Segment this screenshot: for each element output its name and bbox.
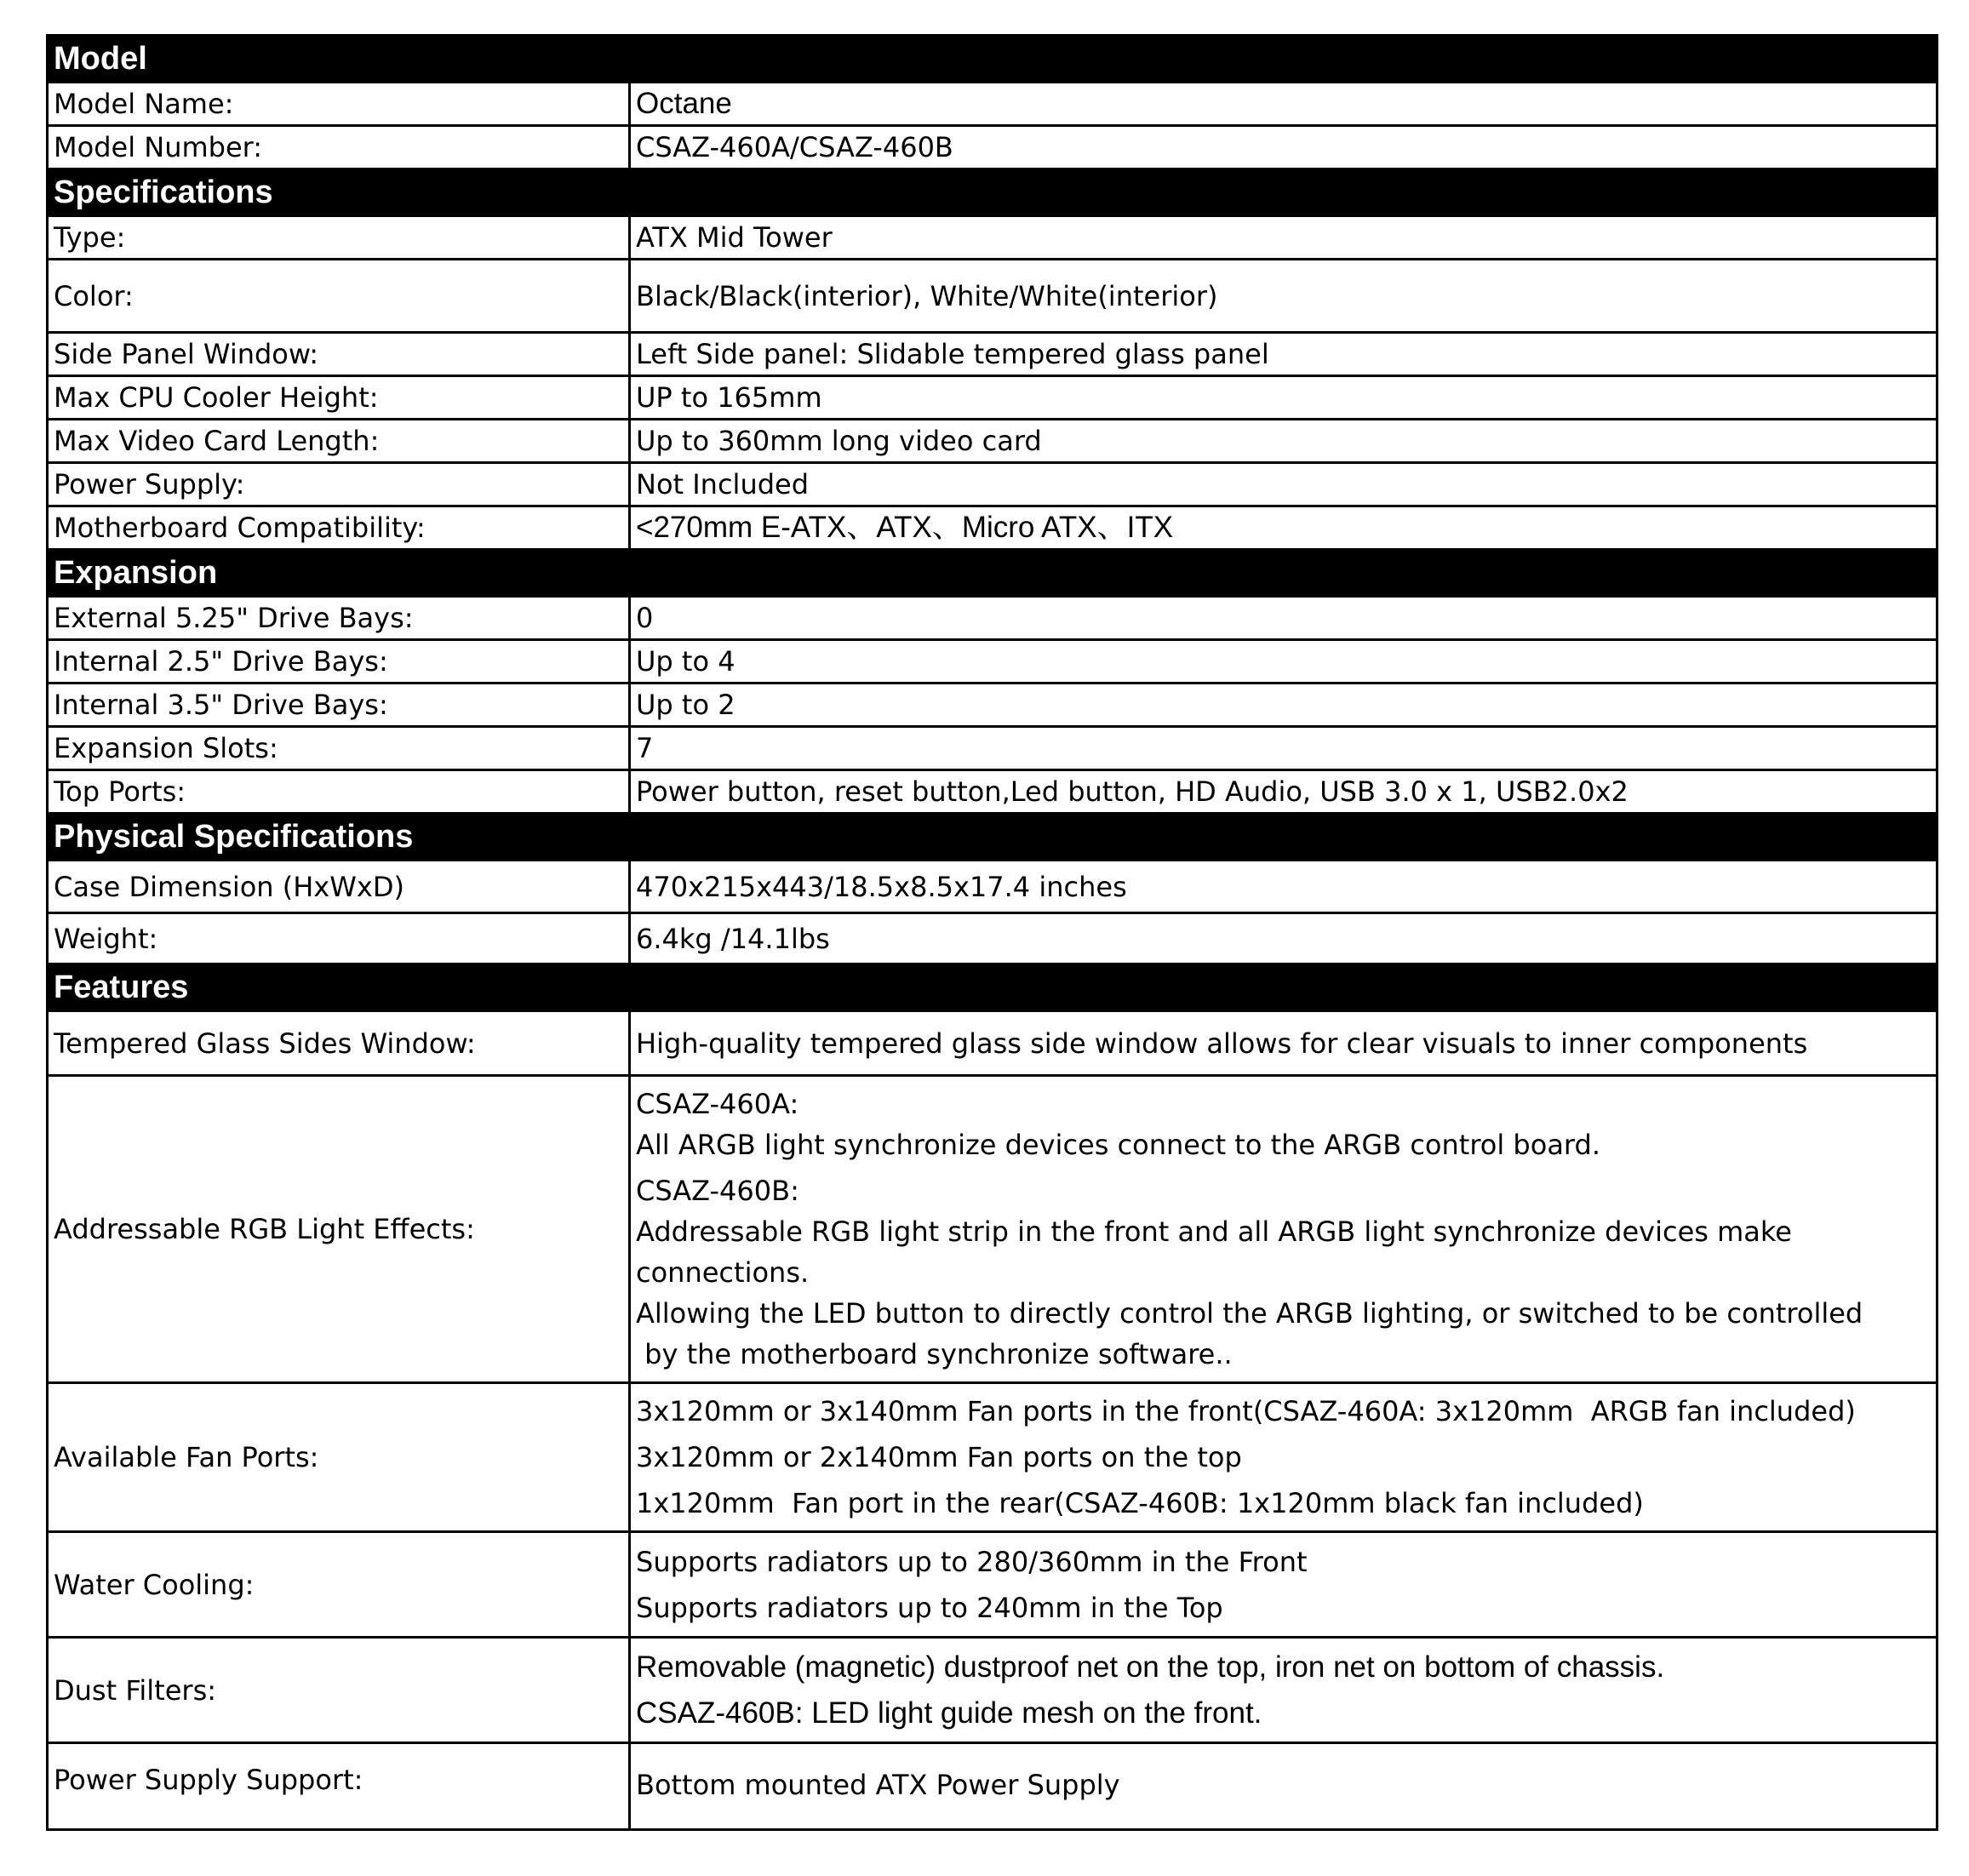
value-line: CSAZ-460B: LED light guide mesh on the front. bbox=[636, 1696, 1262, 1730]
table-row bbox=[48, 727, 1938, 770]
value-line: CSAZ-460A: bbox=[636, 1088, 799, 1120]
section-physical bbox=[48, 814, 1938, 861]
row-value: UP to 165mm bbox=[630, 376, 1938, 420]
row-value bbox=[630, 1383, 1938, 1532]
row-label: Max CPU Cooler Height: bbox=[48, 376, 630, 420]
row-label: Tempered Glass Sides Window: bbox=[48, 1011, 630, 1076]
row-label: Available Fan Ports: bbox=[48, 1383, 630, 1532]
row-value: ATX Mid Tower bbox=[630, 216, 1938, 260]
row-label: Case Dimension (HxWxD) bbox=[48, 861, 630, 913]
section-heading: Physical Specifications bbox=[48, 814, 1938, 861]
value-line: Removable (magnetic) dustproof net on the top, iron net on bottom of chassis. bbox=[636, 1650, 1665, 1684]
row-value: Not Included bbox=[630, 463, 1938, 506]
row-value: 470x215x443/18.5x8.5x17.4 inches bbox=[630, 861, 1938, 913]
row-label: Dust Filters: bbox=[48, 1638, 630, 1743]
spec-table bbox=[46, 34, 1938, 1831]
row-label: Expansion Slots: bbox=[48, 727, 630, 770]
section-heading: Specifications bbox=[48, 169, 1938, 216]
table-row bbox=[48, 597, 1938, 640]
row-value bbox=[630, 1076, 1938, 1383]
table-row bbox=[48, 420, 1938, 463]
table-row bbox=[48, 1076, 1938, 1383]
section-heading: Features bbox=[48, 964, 1938, 1011]
table-row bbox=[48, 260, 1938, 333]
value-line: Supports radiators up to 240mm in the Top bbox=[636, 1591, 1223, 1624]
value-line: 3x120mm or 2x140mm Fan ports on the top bbox=[636, 1441, 1242, 1473]
value-line: 1x120mm Fan port in the rear(CSAZ-460B: 1x120mm black fan included) bbox=[636, 1487, 1644, 1519]
row-value: Left Side panel: Slidable tempered glass panel bbox=[630, 333, 1938, 376]
table-row bbox=[48, 1532, 1938, 1638]
row-label: Type: bbox=[48, 216, 630, 260]
value-line: Supports radiators up to 280/360mm in the Front bbox=[636, 1545, 1308, 1578]
row-label: Addressable RGB Light Effects: bbox=[48, 1076, 630, 1383]
section-features bbox=[48, 964, 1938, 1011]
value-line: All ARGB light synchronize devices connect to the ARGB control board. bbox=[636, 1129, 1600, 1161]
value-line: by the motherboard synchronize software.. bbox=[636, 1338, 1233, 1370]
row-label: Top Ports: bbox=[48, 770, 630, 814]
row-label: Power Supply: bbox=[48, 463, 630, 506]
table-row bbox=[48, 83, 1938, 126]
table-row bbox=[48, 376, 1938, 420]
table-row bbox=[48, 770, 1938, 814]
row-label: Weight: bbox=[48, 913, 630, 964]
row-value: Up to 360mm long video card bbox=[630, 420, 1938, 463]
row-value: Black/Black(interior), White/White(interior) bbox=[630, 260, 1938, 333]
table-row bbox=[48, 1383, 1938, 1532]
row-label: External 5.25" Drive Bays: bbox=[48, 597, 630, 640]
row-value: Octane bbox=[630, 83, 1938, 126]
section-heading: Model bbox=[48, 36, 1938, 83]
section-model bbox=[48, 36, 1938, 83]
row-label: Max Video Card Length: bbox=[48, 420, 630, 463]
section-specifications bbox=[48, 169, 1938, 216]
row-value: High-quality tempered glass side window allows for clear visuals to inner components bbox=[630, 1011, 1938, 1076]
table-row bbox=[48, 333, 1938, 376]
value-line: Addressable RGB light strip in the front and all ARGB light synchronize devices make bbox=[636, 1215, 1792, 1248]
table-row bbox=[48, 913, 1938, 964]
value-line: Allowing the LED button to directly control the ARGB lighting, or switched to be controlled bbox=[636, 1297, 1863, 1330]
row-value: Bottom mounted ATX Power Supply bbox=[630, 1743, 1938, 1830]
table-row bbox=[48, 216, 1938, 260]
row-value bbox=[630, 1638, 1938, 1743]
section-expansion bbox=[48, 550, 1938, 597]
row-label: Color: bbox=[48, 260, 630, 333]
value-line: connections. bbox=[636, 1256, 810, 1289]
table-row bbox=[48, 683, 1938, 727]
row-label: Internal 2.5" Drive Bays: bbox=[48, 640, 630, 683]
row-value: CSAZ-460A/CSAZ-460B bbox=[630, 126, 1938, 169]
row-value: <270mm E-ATX、ATX、Micro ATX、ITX bbox=[630, 506, 1938, 550]
row-label: Power Supply Support: bbox=[48, 1743, 630, 1830]
value-line: 3x120mm or 3x140mm Fan ports in the front(CSAZ-460A: 3x120mm ARGB fan included) bbox=[636, 1395, 1856, 1427]
row-value: Up to 2 bbox=[630, 683, 1938, 727]
row-label: Model Number: bbox=[48, 126, 630, 169]
row-value: 6.4kg /14.1lbs bbox=[630, 913, 1938, 964]
row-value: Power button, reset button,Led button, HD Audio, USB 3.0 x 1, USB2.0x2 bbox=[630, 770, 1938, 814]
row-label: Side Panel Window: bbox=[48, 333, 630, 376]
table-row bbox=[48, 1011, 1938, 1076]
table-row bbox=[48, 506, 1938, 550]
row-label: Internal 3.5" Drive Bays: bbox=[48, 683, 630, 727]
table-row bbox=[48, 640, 1938, 683]
row-value: Up to 4 bbox=[630, 640, 1938, 683]
row-value bbox=[630, 1532, 1938, 1638]
row-value: 0 bbox=[630, 597, 1938, 640]
row-value: 7 bbox=[630, 727, 1938, 770]
table-row bbox=[48, 861, 1938, 913]
table-row bbox=[48, 463, 1938, 506]
row-label: Water Cooling: bbox=[48, 1532, 630, 1638]
table-row bbox=[48, 1638, 1938, 1743]
table-row bbox=[48, 1743, 1938, 1830]
value-line: CSAZ-460B: bbox=[636, 1175, 799, 1207]
section-heading: Expansion bbox=[48, 550, 1938, 597]
row-label: Model Name: bbox=[48, 83, 630, 126]
row-label: Motherboard Compatibility: bbox=[48, 506, 630, 550]
table-row bbox=[48, 126, 1938, 169]
